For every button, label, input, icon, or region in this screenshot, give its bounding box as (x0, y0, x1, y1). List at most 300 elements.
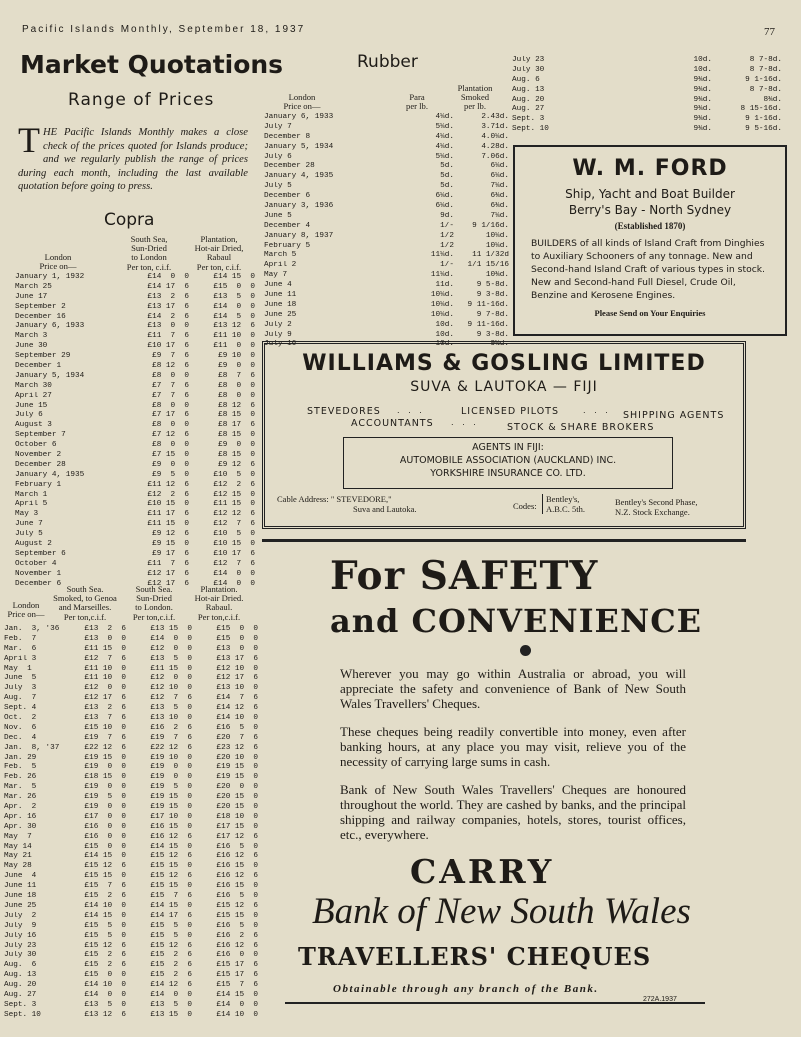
table-cell-date: June 5 (4, 674, 37, 683)
table-cell-price: £11 12 6 (147, 480, 189, 489)
table-row (15, 540, 255, 550)
table-row (512, 115, 782, 125)
table-cell-price: 5¼d. (435, 122, 454, 131)
table-cell-price: £16 2 6 (216, 931, 258, 940)
table-cell-date: July 9 (264, 330, 292, 339)
table-row (264, 251, 509, 261)
table-cell-date: Feb. 7 (4, 634, 37, 643)
table-cell-date: Aug. 27 (4, 990, 37, 999)
table-cell-price: 9½d. (490, 340, 509, 349)
table-cell-date: June 11 (4, 882, 37, 891)
table-cell-price: £11 10 0 (84, 674, 126, 683)
table-row (4, 882, 259, 892)
table-cell-price: £8 12 6 (218, 401, 255, 410)
table-cell-price: £19 0 0 (150, 773, 192, 782)
table-row (4, 674, 259, 684)
obtainable-line: Obtainable through any branch of the Bank. (333, 983, 599, 995)
table-cell-price: £16 12 6 (150, 832, 192, 841)
table-cell-price: £9 7 6 (152, 352, 189, 361)
table-row (15, 570, 255, 580)
table-row (4, 942, 259, 952)
table-row (264, 162, 509, 172)
table-cell-price: £19 0 0 (84, 783, 126, 792)
table-cell-date: April 5 (15, 500, 48, 509)
table-cell-price: £8 12 6 (152, 362, 189, 371)
table-cell-price: £15 15 0 (216, 911, 258, 920)
table-row (15, 491, 255, 501)
table-cell-price: £11 7 6 (147, 559, 189, 568)
table-cell-price: £15 0 0 (84, 842, 126, 851)
table-cell-price: £8 15 0 (218, 431, 255, 440)
table-row (512, 76, 782, 86)
table-cell-price: £8 0 0 (152, 371, 189, 380)
table-cell-date: May 7 (4, 832, 32, 841)
table-cell-price: 9 3-8d. (476, 291, 509, 300)
table-cell-date: Aug. 20 (4, 981, 37, 990)
table-cell-price: 1/2 (440, 241, 454, 250)
table-cell-price: £15 12 6 (150, 941, 192, 950)
table-row (4, 773, 259, 783)
wg-codes-b2: N.Z. Stock Exchange. (615, 507, 690, 517)
table-cell-price: 2.43d. (481, 113, 509, 121)
table-cell-price: £14 15 0 (150, 901, 192, 910)
table-cell-date: July 16 (264, 340, 297, 349)
table-cell-price: £15 7 6 (216, 981, 258, 990)
wg-location: SUVA & LAUTOKA — FIJI (410, 379, 598, 395)
table-cell-price: 9¾d. (693, 75, 712, 84)
table-cell-price: 7.06d. (481, 152, 509, 161)
table-cell-date: Mar. 6 (4, 644, 37, 653)
table-cell-price: £11 17 6 (147, 510, 189, 519)
table-cell-price: £15 12 6 (84, 941, 126, 950)
ford-body: BUILDERS of all kinds of Island Craft from Dinghies to Auxiliary Schooners of any tonnage. New and Second-hand Island Craft of various types in stock. New and Second-hand Full Diesel, Crude Oil, Benzine and Kerosene Engines. (531, 238, 765, 301)
table-cell-price: £16 5 0 (216, 842, 258, 851)
table-row (264, 222, 509, 232)
table-row (264, 182, 509, 192)
table-cell-price: £13 17 6 (216, 654, 258, 663)
table-row (4, 783, 259, 793)
table-cell-price: £19 0 0 (150, 763, 192, 772)
table-cell-price: £11 15 0 (147, 520, 189, 529)
page-number: 77 (764, 26, 775, 38)
table-cell-price: 5¼d. (435, 152, 454, 161)
table-row (15, 293, 255, 303)
table-cell-date: May 28 (4, 862, 32, 871)
table-cell-price: £15 2 6 (84, 951, 126, 960)
table-cell-date: Jan. 8, '37 (4, 743, 60, 752)
table-row (15, 481, 255, 491)
table-row (4, 1001, 259, 1011)
wg-codes-a (542, 494, 585, 514)
table-cell-price: £15 2 6 (84, 961, 126, 970)
table-row (264, 331, 509, 341)
table-row (4, 852, 259, 862)
table-cell-date: Apr. 16 (4, 812, 37, 821)
table-cell-date: December 28 (15, 460, 66, 469)
table-cell-price: £16 0 0 (84, 832, 126, 841)
table-cell-price: 6¾d. (490, 192, 509, 201)
table-cell-price: £9 15 0 (152, 540, 189, 549)
table-cell-date: March 30 (15, 381, 52, 390)
copra-t1-col-date: London Price on— (39, 252, 77, 272)
table-row (4, 1011, 259, 1021)
table-row (264, 311, 509, 321)
williams-gosling-advert (262, 341, 746, 529)
table-row (15, 313, 255, 323)
table-cell-date: March 25 (15, 282, 52, 291)
table-cell-price: £11 15 0 (84, 644, 126, 653)
table-cell-price: £16 12 6 (216, 872, 258, 881)
bottom-rule (285, 1002, 705, 1004)
wg-codes-b1: Bentley's Second Phase, (615, 497, 698, 507)
table-cell-price: £13 15 0 (150, 625, 192, 633)
table-cell-date: September 2 (15, 302, 66, 311)
table-cell-price: £13 0 0 (84, 634, 126, 643)
table-cell-price: £14 5 0 (213, 312, 255, 321)
table-cell-price: £19 15 0 (84, 753, 126, 762)
bank-headline-1: For SAFETY (330, 553, 599, 599)
table-cell-price: £7 17 6 (152, 411, 189, 420)
table-row (264, 192, 509, 202)
table-cell-date: February 5 (264, 241, 311, 250)
table-row (4, 932, 259, 942)
rubber-title: Rubber (357, 52, 418, 72)
table-row (4, 635, 259, 645)
table-cell-price: £15 2 6 (150, 951, 192, 960)
table-cell-price: 4.0¼d. (481, 132, 509, 141)
table-cell-price: 10¼d. (485, 241, 509, 250)
table-cell-price: £19 15 0 (150, 803, 192, 812)
table-row (512, 66, 782, 76)
table-cell-price: £12 7 6 (84, 654, 126, 663)
table-cell-price: £19 7 6 (150, 733, 192, 742)
table-cell-price: £15 12 6 (216, 901, 258, 910)
table-row (15, 322, 255, 332)
ford-name: W. M. FORD (572, 156, 728, 181)
table-cell-date: Jan. 29 (4, 753, 37, 762)
table-cell-price: 5d. (440, 182, 454, 191)
table-cell-price: 10¼d. (430, 291, 454, 300)
table-cell-price: £14 0 0 (213, 302, 255, 311)
table-cell-date: July 23 (512, 56, 545, 64)
table-row (4, 734, 259, 744)
table-cell-price: £16 0 0 (84, 822, 126, 831)
travellers-cheques-heading: TRAVELLERS' CHEQUES (298, 942, 652, 971)
copra-title: Copra (104, 210, 155, 230)
table-cell-date: Aug. 7 (4, 694, 37, 703)
table-cell-date: Oct. 2 (4, 714, 37, 723)
table-row (264, 123, 509, 133)
table-row (264, 242, 509, 252)
table-cell-price: £22 12 6 (150, 743, 192, 752)
table-row (264, 301, 509, 311)
table-cell-price: £8 15 0 (218, 411, 255, 420)
table-cell-price: £15 5 0 (84, 921, 126, 930)
wg-service-shipping: SHIPPING AGENTS (623, 410, 725, 421)
table-row (4, 922, 259, 932)
table-row (15, 382, 255, 392)
table-cell-price: £14 0 0 (150, 990, 192, 999)
table-cell-price: £19 5 0 (84, 793, 126, 802)
table-cell-price: £17 0 0 (84, 812, 126, 821)
table-row (4, 655, 259, 665)
table-cell-price: 10d. (435, 320, 454, 329)
table-cell-price: 6¼d. (435, 192, 454, 201)
table-cell-price: £13 5 0 (213, 292, 255, 301)
table-row (264, 281, 509, 291)
table-cell-price: 9¾d. (693, 115, 712, 124)
table-cell-price: £8 15 0 (218, 451, 255, 460)
table-row (4, 704, 259, 714)
table-cell-price: £12 0 0 (150, 674, 192, 683)
table-row (4, 803, 259, 813)
table-cell-price: £15 7 6 (150, 892, 192, 901)
table-cell-price: £15 15 0 (84, 872, 126, 881)
table-row (512, 56, 782, 66)
table-row (15, 303, 255, 313)
wg-dots: . . . (451, 418, 479, 427)
table-cell-date: May 14 (4, 842, 32, 851)
table-cell-price: £14 15 0 (150, 842, 192, 851)
table-cell-price: £20 15 0 (216, 793, 258, 802)
table-row (15, 441, 255, 451)
table-cell-price: £16 15 0 (216, 862, 258, 871)
table-cell-date: October 4 (15, 559, 57, 568)
table-cell-price: £13 0 0 (216, 644, 258, 653)
table-cell-price: 1/- (440, 261, 454, 270)
table-cell-price: £14 2 6 (147, 312, 189, 321)
bank-paragraph-3: Bank of New South Wales Travellers' Cheques are honoured throughout the world. They are cashed by banks, and the principal shipping and railway companies, hotels, stores, tourist offices, etc., everywhere. (340, 782, 686, 842)
table-cell-price: £9 0 0 (152, 460, 189, 469)
table-cell-price: £14 17 6 (150, 911, 192, 920)
table-row (15, 372, 255, 382)
table-cell-price: £14 0 0 (213, 579, 255, 588)
table-cell-price: £9 12 6 (152, 530, 189, 539)
table-cell-date: June 7 (15, 520, 43, 529)
table-row (15, 550, 255, 560)
copra-t2-col-smoked: South Sea. Smoked, to Genoa and Marseilles. Per ton,c.i.f. (53, 584, 117, 622)
table-cell-price: £18 10 0 (216, 812, 258, 821)
table-cell-date: Mar. 5 (4, 783, 37, 792)
table-cell-price: £14 15 0 (213, 273, 255, 281)
table-cell-price: £13 7 6 (84, 714, 126, 723)
table-cell-date: January 8, 1937 (264, 231, 334, 240)
table-row (4, 912, 259, 922)
table-cell-price: 9 1-16d. (745, 115, 782, 124)
copra-t1-col-hotair: Plantation, Hot-air Dried, Rabaul Per ton, c.i.f. (194, 234, 244, 272)
table-row (4, 971, 259, 981)
table-cell-date: August 2 (15, 540, 52, 549)
table-cell-date: June 11 (264, 291, 297, 300)
table-cell-date: November 1 (15, 569, 62, 578)
table-cell-date: July 30 (4, 951, 37, 960)
table-row (15, 402, 255, 412)
table-cell-date: December 6 (15, 579, 62, 588)
table-cell-date: July 2 (4, 911, 37, 920)
table-cell-price: 7¼d. (490, 211, 509, 220)
table-cell-price: 1/- (440, 221, 454, 230)
table-cell-date: Aug. 20 (512, 95, 545, 104)
table-cell-price: £16 5 0 (216, 723, 258, 732)
table-cell-date: January 6, 1933 (264, 113, 334, 121)
table-cell-price: £18 15 0 (84, 773, 126, 782)
ford-line-1: Ship, Yacht and Boat Builder (565, 187, 735, 201)
table-cell-date: May 21 (4, 852, 32, 861)
table-row (4, 744, 259, 754)
table-cell-date: Feb. 26 (4, 773, 37, 782)
table-cell-price: £14 12 6 (150, 981, 192, 990)
carry-heading: CARRY (410, 852, 555, 891)
copra-table-2 (4, 625, 259, 1021)
table-row (264, 291, 509, 301)
table-cell-price: £13 5 0 (84, 1000, 126, 1009)
table-cell-price: £15 15 0 (150, 882, 192, 891)
table-cell-price: £16 12 6 (216, 941, 258, 950)
table-row (264, 271, 509, 281)
table-cell-date: June 17 (15, 292, 48, 301)
wg-cable-address (277, 494, 417, 514)
table-cell-price: £14 0 0 (216, 1000, 258, 1009)
table-cell-price: 7¼d. (490, 182, 509, 191)
table-row (512, 86, 782, 96)
table-cell-price: £14 0 0 (84, 990, 126, 999)
table-cell-date: June 18 (264, 300, 297, 309)
table-row (4, 724, 259, 734)
table-cell-price: £8 0 0 (152, 401, 189, 410)
table-cell-price: £16 5 0 (216, 921, 258, 930)
rubber-table (264, 113, 509, 350)
table-cell-date: September 29 (15, 352, 71, 361)
table-cell-date: April 2 (264, 261, 297, 270)
wg-service-pilots: LICENSED PILOTS (461, 406, 559, 417)
table-cell-price: £7 12 6 (152, 431, 189, 440)
table-cell-date: January 6, 1933 (15, 322, 85, 331)
table-cell-price: £16 5 0 (216, 892, 258, 901)
table-row (15, 332, 255, 342)
table-row (15, 560, 255, 570)
table-cell-date: Aug. 27 (512, 105, 545, 114)
ford-established: (Established 1870) (614, 221, 686, 231)
table-cell-price: £15 10 0 (84, 723, 126, 732)
table-cell-date: Jan. 3, '36 (4, 625, 60, 633)
table-cell-date: December 28 (264, 162, 315, 171)
table-row (4, 862, 259, 872)
table-cell-price: £13 10 0 (150, 714, 192, 723)
table-cell-price: £19 5 0 (150, 783, 192, 792)
table-row (264, 261, 509, 271)
table-cell-price: £14 0 0 (213, 569, 255, 578)
wg-agents-line-2: YORKSHIRE INSURANCE CO. LTD. (430, 468, 586, 479)
table-cell-date: June 15 (15, 401, 48, 410)
table-cell-price: £14 15 0 (216, 990, 258, 999)
ford-line-2: Berry's Bay - North Sydney (568, 203, 732, 217)
table-cell-price: £14 15 0 (84, 852, 126, 861)
table-cell-price: £16 15 0 (150, 822, 192, 831)
table-cell-price: 4¼d. (435, 142, 454, 151)
table-cell-price: 4.28d. (481, 142, 509, 151)
table-cell-price: 8 7-8d. (749, 56, 782, 64)
table-row (264, 113, 509, 123)
table-cell-price: £13 15 0 (150, 1010, 192, 1019)
table-cell-price: £15 0 0 (84, 971, 126, 980)
table-row (4, 793, 259, 803)
table-cell-date: December 4 (264, 221, 311, 230)
table-cell-price: 10¼d. (430, 310, 454, 319)
table-row (264, 202, 509, 212)
table-cell-price: £10 5 0 (213, 470, 255, 479)
wg-name: WILLIAMS & GOSLING LIMITED (302, 351, 706, 376)
table-row (512, 125, 782, 135)
table-cell-date: June 18 (4, 892, 37, 901)
table-cell-price: £15 12 6 (150, 872, 192, 881)
table-cell-price: £11 10 0 (213, 332, 255, 341)
table-cell-price: 10¼d. (485, 231, 509, 240)
table-cell-price: 9¾d. (693, 85, 712, 94)
drop-cap: T (18, 120, 40, 160)
table-cell-date: March 1 (15, 490, 48, 499)
table-cell-price: £10 17 6 (213, 549, 255, 558)
table-cell-price: £11 15 0 (150, 664, 192, 673)
table-cell-price: £15 15 0 (150, 862, 192, 871)
table-cell-price: 9 11-16d. (467, 300, 509, 309)
table-row (264, 153, 509, 163)
table-cell-date: October 6 (15, 441, 57, 450)
table-row (15, 392, 255, 402)
table-cell-price: £8 0 0 (152, 421, 189, 430)
table-cell-price: 9¾d. (693, 105, 712, 114)
table-cell-date: Sept. 4 (4, 704, 37, 713)
table-cell-price: 5d. (440, 172, 454, 181)
table-cell-date: July 5 (15, 530, 43, 539)
table-cell-date: Sept. 10 (512, 125, 549, 134)
table-cell-date: July 5 (264, 182, 292, 191)
table-cell-price: £16 15 0 (216, 882, 258, 891)
table-cell-price: £13 5 0 (150, 1000, 192, 1009)
table-cell-price: £12 2 6 (213, 480, 255, 489)
table-cell-date: August 3 (15, 421, 52, 430)
table-cell-date: July 6 (15, 411, 43, 420)
table-row (512, 105, 782, 115)
table-cell-price: £13 12 6 (213, 322, 255, 331)
table-cell-price: £17 10 0 (150, 812, 192, 821)
table-cell-price: £12 7 6 (213, 520, 255, 529)
wg-codes-a1: Bentley's, (546, 494, 580, 504)
rubber-col-para: Para per lb. (406, 92, 428, 112)
table-row (15, 520, 255, 530)
table-cell-date: September 7 (15, 431, 66, 440)
table-cell-price: £20 0 0 (216, 783, 258, 792)
wg-agents-title: AGENTS IN FIJI: (472, 442, 544, 453)
table-cell-date: January 4, 1935 (264, 172, 334, 181)
table-cell-price: £19 7 6 (84, 733, 126, 742)
table-row (264, 212, 509, 222)
table-cell-price: 9 7-8d. (476, 310, 509, 319)
table-cell-price: £14 10 0 (216, 714, 258, 723)
table-row (15, 431, 255, 441)
table-cell-price: £19 0 0 (84, 763, 126, 772)
table-cell-date: July 9 (4, 921, 37, 930)
table-cell-price: £15 0 0 (216, 625, 258, 633)
table-cell-price: £12 0 0 (150, 644, 192, 653)
table-cell-price: £7 7 6 (152, 381, 189, 390)
table-row (15, 500, 255, 510)
table-cell-date: Apr. 30 (4, 822, 37, 831)
table-cell-price: £15 5 0 (84, 931, 126, 940)
table-row (4, 813, 259, 823)
table-row (15, 283, 255, 293)
table-cell-date: July 7 (264, 122, 292, 131)
table-cell-date: June 4 (4, 872, 37, 881)
